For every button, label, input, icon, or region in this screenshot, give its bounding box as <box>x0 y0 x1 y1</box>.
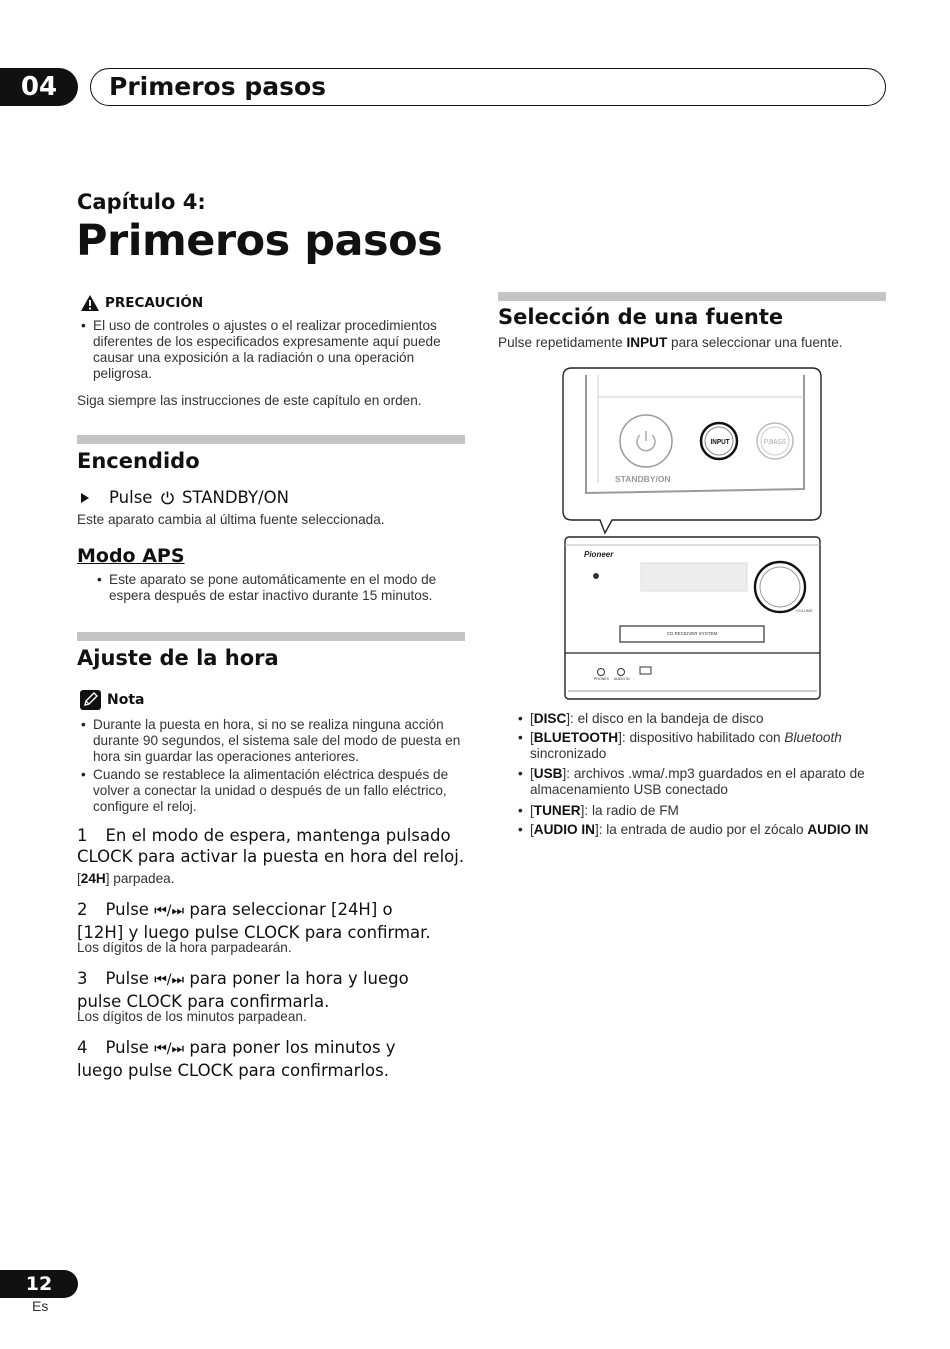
prev-next-icon: ⏮/⏭ <box>154 1041 185 1057</box>
caution-title: PRECAUCIÓN <box>105 295 204 311</box>
step-number: 3 <box>77 969 88 988</box>
step-number: 4 <box>77 1038 88 1057</box>
source-desc-bold: AUDIO IN <box>807 822 869 837</box>
heading-modo-aps: Modo APS <box>77 545 185 567</box>
section-divider <box>77 632 465 641</box>
source-key: AUDIO IN <box>533 822 595 837</box>
encendido-action-prefix: Pulse <box>109 488 153 507</box>
standby-label: STANDBY/ON <box>615 474 671 484</box>
source-key: DISC <box>533 711 567 726</box>
encendido-desc: Este aparato cambia al última fuente seleccionada. <box>77 512 385 527</box>
step-3 <box>77 968 472 1012</box>
heading-seleccion-fuente: Selección de una fuente <box>498 305 784 329</box>
fuente-intro-text: para seleccionar una fuente. <box>671 335 843 350</box>
step-result-suffix: ] parpadea. <box>105 871 175 886</box>
step-text: pulse CLOCK para confirmarla. <box>77 992 330 1011</box>
step-text: luego pulse CLOCK para confirmarlos. <box>77 1061 389 1080</box>
fuente-intro-text: Pulse repetidamente <box>498 335 623 350</box>
encendido-action-key: STANDBY/ON <box>181 488 289 507</box>
chapter-label: Capítulo 4: <box>77 190 206 214</box>
step-text: [12H] y luego pulse CLOCK para confirmar. <box>77 923 431 942</box>
warning-icon <box>80 294 100 312</box>
prev-next-icon: ⏮/⏭ <box>154 972 185 988</box>
arrow-right-icon <box>80 491 90 509</box>
step-text: CLOCK para activar la puesta en hora del reloj. <box>77 847 465 866</box>
source-item-audio-in: • [AUDIO IN]: la entrada de audio por el zócalo AUDIO IN <box>530 822 900 838</box>
phones-jack-label: PHONES <box>594 677 609 681</box>
source-desc: : el disco en la bandeja de disco <box>570 711 764 726</box>
slot-label: CD RECEIVER SYSTEM <box>666 631 718 636</box>
step-text: Pulse <box>105 969 149 988</box>
device-illustration <box>560 365 826 705</box>
step-text: Pulse <box>105 900 149 919</box>
step-number: 1 <box>77 826 88 845</box>
step-2 <box>77 899 472 943</box>
note-item: • Cuando se restablece la alimentación eléctrica después de volver a conectar la unidad o después de un fallo eléctrico, configure el reloj. <box>93 767 468 815</box>
audio-in-jack-label: AUDIO IN <box>614 677 630 681</box>
source-key: TUNER <box>533 803 581 818</box>
source-desc: : la radio de FM <box>584 803 679 818</box>
heading-ajuste-hora: Ajuste de la hora <box>77 646 279 670</box>
prev-next-icon: ⏮/⏭ <box>154 903 185 919</box>
brand-logo: Pioneer <box>584 550 614 559</box>
step-1 <box>77 825 472 867</box>
source-item-tuner: • [TUNER]: la radio de FM <box>530 803 890 819</box>
page-title: Primeros pasos <box>76 216 443 266</box>
step-text: En el modo de espera, mantenga pulsado <box>105 826 451 845</box>
step-text: Pulse <box>105 1038 149 1057</box>
fuente-intro <box>498 335 888 351</box>
pbass-button-label: P.BASS <box>763 437 787 446</box>
source-desc: : archivos .wma/.mp3 guardados en el aparato de almacenamiento USB conectado <box>530 766 865 797</box>
source-key: BLUETOOTH <box>533 730 619 745</box>
step-result-prefix: [ <box>77 871 81 886</box>
step-text: para poner los minutos y <box>189 1038 396 1057</box>
chapter-header-title: Primeros pasos <box>109 72 327 101</box>
section-divider <box>498 292 886 301</box>
step-text: para poner la hora y luego <box>189 969 409 988</box>
note-pencil-icon <box>80 690 101 710</box>
caution-text: • El uso de controles o ajustes o el realizar procedimientos diferentes de los especificados expresamente aquí puede causar una exposición a la radiación o una operación peligrosa. <box>93 318 468 382</box>
power-icon <box>160 489 175 510</box>
heading-encendido: Encendido <box>77 449 200 473</box>
language-code: Es <box>32 1298 49 1314</box>
page-number: 12 <box>0 1270 78 1298</box>
source-key: USB <box>533 766 563 781</box>
source-item-usb: • [USB]: archivos .wma/.mp3 guardados en el aparato de almacenamiento USB conectado <box>530 766 890 798</box>
source-item-bluetooth: • [BLUETOOTH]: dispositivo habilitado con Bluetooth sincronizado <box>530 730 890 762</box>
encendido-action <box>109 487 289 510</box>
chapter-number-tab: 04 <box>0 68 78 106</box>
note-item: • Durante la puesta en hora, si no se realiza ninguna acción durante 90 segundos, el sistema sale del modo de puesta en hora sin guardar las operaciones anteriores. <box>93 717 468 765</box>
fuente-intro-key: INPUT <box>626 335 668 350</box>
source-desc: : la entrada de audio por el zócalo <box>598 822 808 837</box>
source-desc: sincronizado <box>530 746 607 761</box>
aps-text: • Este aparato se pone automáticamente en el modo de espera después de estar inactivo durante 15 minutos. <box>109 572 469 604</box>
source-desc-italic: Bluetooth <box>784 730 842 745</box>
volume-label: VOLUME <box>796 608 813 613</box>
section-divider <box>77 435 465 444</box>
caution-follow: Siga siempre las instrucciones de este capítulo en orden. <box>77 393 422 408</box>
step-result-key: 24H <box>80 871 106 886</box>
step-2-result: Los dígitos de la hora parpadearán. <box>77 940 292 955</box>
step-1-result <box>77 871 175 887</box>
step-number: 2 <box>77 900 88 919</box>
step-3-result: Los dígitos de los minutos parpadean. <box>77 1009 307 1024</box>
step-text: para seleccionar [24H] o <box>189 900 393 919</box>
input-button-label: INPUT <box>710 437 730 446</box>
step-4 <box>77 1037 472 1081</box>
source-desc: : dispositivo habilitado con <box>621 730 785 745</box>
source-item-disc: • [DISC]: el disco en la bandeja de disco <box>530 711 890 727</box>
note-title: Nota <box>107 692 145 708</box>
chapter-title-pill <box>90 68 886 106</box>
